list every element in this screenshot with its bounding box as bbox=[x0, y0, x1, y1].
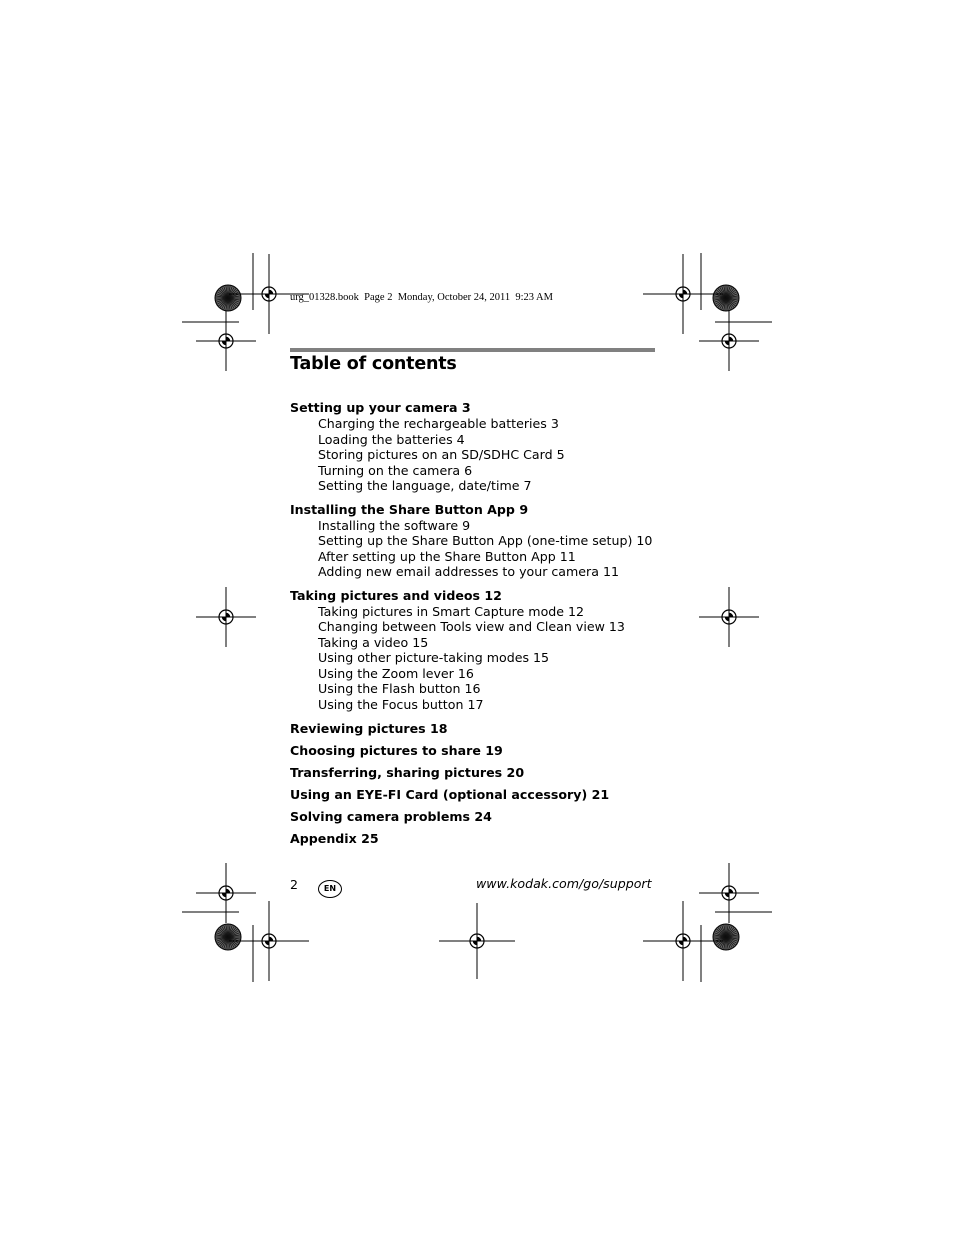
star-target-mark bbox=[713, 924, 739, 950]
toc-entry[interactable]: Setting the language, date/time 7 bbox=[318, 478, 532, 493]
toc-entry[interactable]: Using the Flash button 16 bbox=[318, 681, 481, 696]
toc-entry[interactable]: Taking pictures in Smart Capture mode 12 bbox=[318, 603, 585, 619]
toc-entry[interactable]: After setting up the Share Button App 11 bbox=[318, 548, 576, 564]
toc-entry[interactable]: Turning on the camera 6 bbox=[318, 462, 473, 478]
support-url[interactable]: www.kodak.com/go/support bbox=[476, 876, 652, 891]
toc-entry[interactable]: Adding new email addresses to your camera 11 bbox=[318, 564, 619, 579]
registration-mark bbox=[439, 903, 515, 979]
print-slug-line: urg_01328.book Page 2 Monday, October 24, 2011 9:23 AM bbox=[290, 292, 553, 303]
toc-section-heading[interactable]: Transferring, sharing pictures 20 bbox=[290, 765, 525, 780]
page-title: Table of contents bbox=[290, 354, 457, 374]
registration-mark bbox=[229, 901, 309, 981]
toc-entry[interactable]: Using other picture-taking modes 15 bbox=[318, 650, 550, 665]
star-target-mark bbox=[215, 924, 241, 950]
toc-entry[interactable]: Taking a video 15 bbox=[318, 634, 429, 650]
toc-section-heading[interactable]: Taking pictures and videos 12 bbox=[290, 587, 502, 603]
toc-section bbox=[290, 586, 690, 713]
registration-mark bbox=[643, 254, 723, 334]
registration-mark bbox=[699, 863, 759, 923]
registration-mark bbox=[196, 863, 256, 923]
toc-section-heading[interactable]: Using an EYE-FI Card (optional accessory) 21 bbox=[290, 787, 610, 802]
table-of-contents bbox=[290, 398, 690, 850]
toc-entry[interactable]: Using the Zoom lever 16 bbox=[318, 665, 474, 681]
toc-section-heading[interactable]: Setting up your camera 3 bbox=[290, 400, 471, 415]
toc-entry[interactable]: Storing pictures on an SD/SDHC Card 5 bbox=[318, 447, 565, 462]
toc-entry[interactable]: Installing the software 9 bbox=[318, 517, 471, 533]
language-badge: EN bbox=[318, 880, 342, 898]
registration-mark bbox=[196, 587, 256, 647]
toc-section-heading[interactable]: Appendix 25 bbox=[290, 831, 379, 846]
toc-section-heading[interactable]: Choosing pictures to share 19 bbox=[290, 743, 503, 758]
toc-section-heading[interactable]: Solving camera problems 24 bbox=[290, 809, 492, 824]
title-rule bbox=[290, 348, 655, 352]
toc-section bbox=[290, 500, 690, 580]
toc-entry[interactable]: Using the Focus button 17 bbox=[318, 696, 484, 712]
registration-mark bbox=[643, 901, 723, 981]
star-target-mark bbox=[713, 285, 739, 311]
page-number: 2 bbox=[290, 877, 299, 892]
toc-section-heading[interactable]: Reviewing pictures 18 bbox=[290, 721, 448, 736]
toc-entry[interactable]: Loading the batteries 4 bbox=[318, 431, 465, 447]
toc-plain-sections bbox=[290, 718, 690, 850]
toc-section bbox=[290, 398, 690, 494]
toc-entry[interactable]: Charging the rechargeable batteries 3 bbox=[318, 416, 559, 431]
registration-mark bbox=[196, 311, 256, 371]
registration-mark bbox=[699, 587, 759, 647]
star-target-mark bbox=[215, 285, 241, 311]
toc-entry[interactable]: Changing between Tools view and Clean view 13 bbox=[318, 619, 625, 634]
toc-entry[interactable]: Setting up the Share Button App (one-time setup) 10 bbox=[318, 533, 653, 548]
toc-section-heading[interactable]: Installing the Share Button App 9 bbox=[290, 501, 529, 517]
registration-mark bbox=[699, 311, 759, 371]
